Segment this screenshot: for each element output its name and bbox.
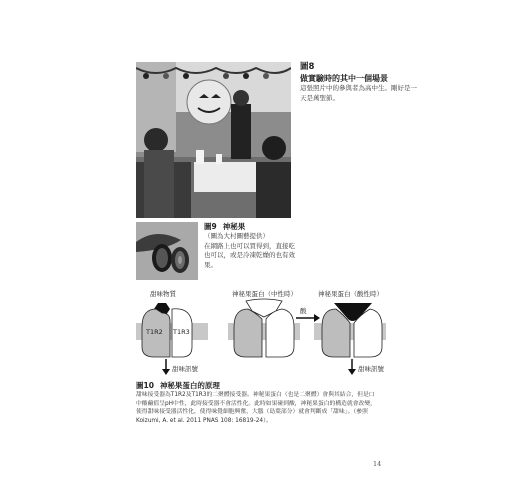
figure9-line: 果。 — [204, 260, 217, 269]
figure8-photo — [136, 62, 291, 218]
miraculin-neutral-label: 神秘果蛋白（中性時） — [232, 290, 297, 298]
figure9-line: 在網路上也可以買得到，直接吃 — [204, 241, 295, 250]
figure9-line: （圖為大村圖藝提供） — [204, 232, 269, 240]
figure9-title: 神秘果 — [222, 222, 246, 231]
figure10-number: 圖10 — [136, 381, 154, 390]
figure9-caption — [204, 222, 300, 270]
figure10-caption — [136, 381, 388, 425]
figure9-number: 圖9 — [204, 222, 217, 231]
signal-label-right: 甜味訊號 — [358, 365, 384, 373]
figure8-number: 圖8 — [300, 62, 315, 72]
miraculin-diagram — [136, 287, 386, 379]
figure9-line: 也可以，或是冷凍乾燥的也有效 — [204, 251, 295, 259]
figure10-line: 中酸鹼值呈pH中性，此時接受器不會活性化。此時如果碰到酸，神秘果蛋白的構造就會改變， — [136, 400, 376, 407]
page-number: 14 — [373, 460, 382, 468]
figure8-text: 這張照片中的參與者為高中生。剛好是一天是萬聖節。 — [300, 84, 417, 102]
sweet-substance-label: 甜味物質 — [150, 290, 176, 298]
figure9-photo — [136, 222, 198, 280]
miraculin-acidic-label: 神秘果蛋白（酸性時） — [318, 290, 383, 298]
t1r2-label: T1R2 — [146, 328, 163, 336]
figure8-title: 做實驗時的其中一個場景 — [300, 74, 388, 83]
receptor-neutral-right — [266, 309, 294, 357]
t1r3-label: T1R3 — [173, 328, 190, 336]
figure10-line: 使得甜味接受器活性化，使得味覺細胞興奮，大腦（島葉部分）就會判斷成「甜味」。（參照 — [136, 409, 368, 416]
acid-label: 酸 — [300, 307, 307, 315]
receptor-neutral-left — [234, 309, 262, 357]
figure10-line: 甜味接受器為T1R2及T1R3的二聚體接受器。神秘果蛋白（也是二聚體）會與其結合，但是口 — [136, 392, 375, 398]
signal-label-left: 甜味訊號 — [172, 365, 198, 373]
figure8-caption — [300, 62, 418, 103]
figure10-title: 神秘果蛋白的原理 — [159, 381, 220, 390]
figure10-line: Koizumi, A. et al. 2011 PNAS 108: 16819-24）。 — [136, 417, 272, 424]
